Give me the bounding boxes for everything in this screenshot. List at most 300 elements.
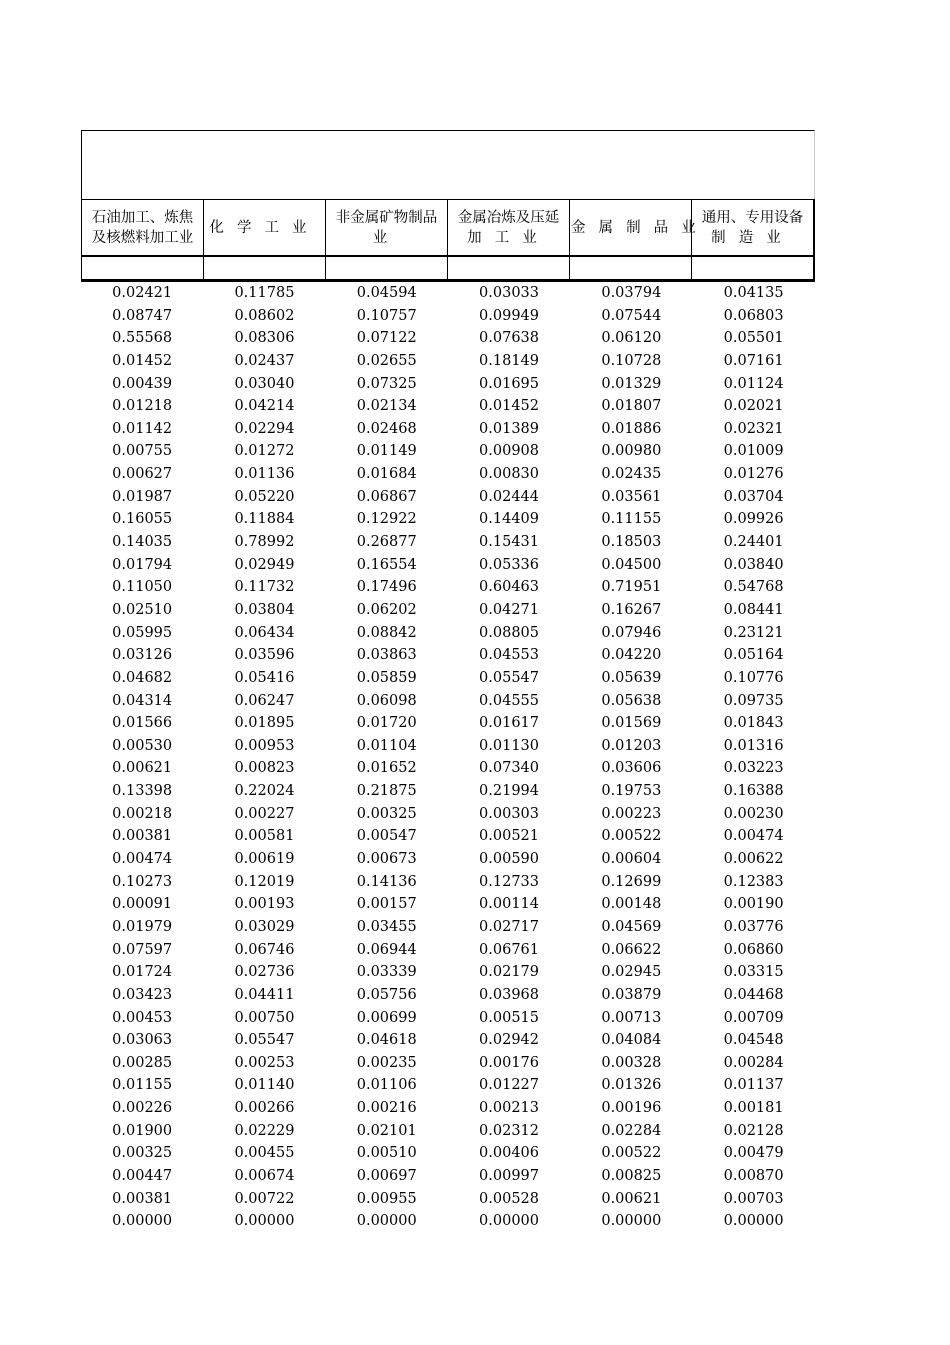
table-cell[interactable]: 0.14035 (112, 534, 173, 551)
table-cell[interactable]: 0.06860 (723, 941, 784, 958)
table-cell[interactable]: 0.02444 (479, 488, 540, 505)
table-row (81, 305, 815, 328)
table-cell[interactable]: 0.00181 (723, 1100, 784, 1117)
table-cell[interactable]: 0.03863 (356, 647, 417, 664)
table-row (81, 667, 815, 690)
table-cell[interactable]: 0.01106 (356, 1077, 417, 1094)
blank-row (81, 256, 815, 282)
table-cell[interactable]: 0.11050 (112, 579, 173, 596)
blank-cell[interactable] (81, 256, 203, 280)
table-cell[interactable]: 0.12733 (479, 873, 540, 890)
table-cell[interactable]: 0.15431 (479, 534, 540, 551)
table-cell[interactable]: 0.08602 (234, 307, 295, 324)
table-cell[interactable]: 0.08842 (356, 624, 417, 641)
table-cell[interactable]: 0.04594 (356, 285, 417, 301)
table-cell[interactable]: 0.06944 (356, 941, 417, 958)
table-cell[interactable]: 0.60463 (479, 579, 540, 596)
table-cell[interactable]: 0.03339 (356, 964, 417, 981)
table-cell[interactable]: 0.16554 (356, 556, 417, 573)
table-cell[interactable]: 0.05220 (234, 488, 295, 505)
table-cell[interactable]: 0.00235 (356, 1054, 417, 1071)
table-cell[interactable]: 0.04548 (723, 1032, 784, 1049)
table-cell[interactable]: 0.00325 (112, 1145, 173, 1162)
blank-cell[interactable] (203, 256, 325, 280)
table-cell[interactable]: 0.06622 (601, 941, 662, 958)
table-row (81, 984, 815, 1007)
table-row (81, 486, 815, 509)
table-cell[interactable]: 0.01979 (112, 918, 173, 935)
table-row (81, 1142, 815, 1165)
table-cell[interactable]: 0.00091 (112, 896, 173, 913)
table-cell[interactable]: 0.01227 (479, 1077, 540, 1094)
table-cell[interactable]: 0.00870 (723, 1167, 784, 1184)
table-cell[interactable]: 0.06247 (234, 692, 295, 709)
table-cell[interactable]: 0.01149 (356, 443, 417, 460)
table-cell[interactable]: 0.04271 (479, 601, 540, 618)
table-cell[interactable]: 0.06803 (723, 307, 784, 324)
table-cell[interactable]: 0.01684 (356, 466, 417, 483)
table-cell[interactable]: 0.00000 (356, 1213, 417, 1230)
table-cell[interactable]: 0.01142 (112, 420, 173, 437)
table-row (81, 1188, 815, 1211)
table-cell[interactable]: 0.07325 (356, 375, 417, 392)
table-row (81, 1120, 815, 1143)
table-cell[interactable]: 0.03126 (112, 647, 173, 664)
table-cell[interactable]: 0.04555 (479, 692, 540, 709)
table-cell[interactable]: 0.00713 (601, 1009, 662, 1026)
table-cell[interactable]: 0.00479 (723, 1145, 784, 1162)
table-cell[interactable]: 0.00000 (234, 1213, 295, 1230)
table-row (81, 282, 815, 305)
table-row (81, 871, 815, 894)
column-header-line1: 金属制品业 (571, 219, 709, 236)
table-cell[interactable]: 0.22024 (234, 783, 295, 800)
table-cell[interactable]: 0.00755 (112, 443, 173, 460)
table-cell[interactable]: 0.03840 (723, 556, 784, 573)
table-cell[interactable]: 0.18149 (479, 352, 540, 369)
table-cell[interactable]: 0.02717 (479, 918, 540, 935)
table-row (81, 690, 815, 713)
table-cell[interactable]: 0.21875 (356, 783, 417, 800)
table-cell[interactable]: 0.01136 (234, 466, 295, 483)
column-header-line2: 业 (372, 229, 401, 246)
table-cell[interactable]: 0.01316 (723, 737, 784, 754)
table-cell[interactable]: 0.00619 (234, 851, 295, 868)
table-cell[interactable]: 0.02101 (356, 1122, 417, 1139)
table-cell[interactable]: 0.01452 (479, 398, 540, 415)
table-cell[interactable]: 0.00621 (112, 760, 173, 777)
table-cell[interactable]: 0.00515 (479, 1009, 540, 1026)
table-cell[interactable]: 0.18503 (601, 534, 662, 551)
table-cell[interactable]: 0.00674 (234, 1167, 295, 1184)
column-header (325, 199, 447, 256)
table-row (81, 531, 815, 554)
table-row (81, 554, 815, 577)
table-cell[interactable]: 0.01695 (479, 375, 540, 392)
table-cell[interactable]: 0.04553 (479, 647, 540, 664)
blank-cell[interactable] (325, 256, 447, 280)
table-cell[interactable]: 0.00823 (234, 760, 295, 777)
table-cell[interactable]: 0.00528 (479, 1190, 540, 1207)
table-cell[interactable]: 0.71951 (601, 579, 662, 596)
blank-cell[interactable] (447, 256, 569, 280)
table-cell[interactable]: 0.14409 (479, 511, 540, 528)
table-cell[interactable]: 0.00406 (479, 1145, 540, 1162)
table-cell[interactable]: 0.00581 (234, 828, 295, 845)
table-cell[interactable]: 0.01272 (234, 443, 295, 460)
table-row (81, 350, 815, 373)
table-cell[interactable]: 0.06761 (479, 941, 540, 958)
table-cell[interactable]: 0.02736 (234, 964, 295, 981)
table-cell[interactable]: 0.00673 (356, 851, 417, 868)
table-cell[interactable]: 0.00381 (112, 828, 173, 845)
table-cell[interactable]: 0.00709 (723, 1009, 784, 1026)
table-cell[interactable]: 0.09949 (479, 307, 540, 324)
table-cell[interactable]: 0.01895 (234, 715, 295, 732)
table-cell[interactable]: 0.00226 (112, 1100, 173, 1117)
table-cell[interactable]: 0.12019 (234, 873, 295, 890)
table-cell[interactable]: 0.06434 (234, 624, 295, 641)
table-cell[interactable]: 0.02468 (356, 420, 417, 437)
table-cell[interactable]: 0.00227 (234, 805, 295, 822)
table-row (81, 961, 815, 984)
table-cell[interactable]: 0.01807 (601, 398, 662, 415)
table-cell[interactable]: 0.00830 (479, 466, 540, 483)
table-cell[interactable]: 0.00196 (601, 1100, 662, 1117)
table-cell[interactable]: 0.01140 (234, 1077, 295, 1094)
table-cell[interactable]: 0.04220 (601, 647, 662, 664)
table-cell[interactable]: 0.01130 (479, 737, 540, 754)
table-cell[interactable]: 0.01724 (112, 964, 173, 981)
table-cell[interactable]: 0.01329 (601, 375, 662, 392)
table-cell[interactable]: 0.17496 (356, 579, 417, 596)
table-cell[interactable]: 0.02510 (112, 601, 173, 618)
table-cell[interactable]: 0.01104 (356, 737, 417, 754)
table-cell[interactable]: 0.00447 (112, 1167, 173, 1184)
table-cell[interactable]: 0.02284 (601, 1122, 662, 1139)
table-cell[interactable]: 0.00381 (112, 1190, 173, 1207)
table-cell[interactable]: 0.00000 (479, 1213, 540, 1230)
table-cell[interactable]: 0.03223 (723, 760, 784, 777)
table-cell[interactable]: 0.14136 (356, 873, 417, 890)
table-cell[interactable]: 0.04084 (601, 1032, 662, 1049)
table-cell[interactable]: 0.00825 (601, 1167, 662, 1184)
table-cell[interactable]: 0.00955 (356, 1190, 417, 1207)
table-cell[interactable]: 0.08441 (723, 601, 784, 618)
table-cell[interactable]: 0.05416 (234, 669, 295, 686)
table-cell[interactable]: 0.04500 (601, 556, 662, 573)
table-cell[interactable]: 0.01389 (479, 420, 540, 437)
table-cell[interactable]: 0.03423 (112, 986, 173, 1003)
table-cell[interactable]: 0.09735 (723, 692, 784, 709)
table-cell[interactable]: 0.01617 (479, 715, 540, 732)
table-cell[interactable]: 0.00697 (356, 1167, 417, 1184)
table-cell[interactable]: 0.01203 (601, 737, 662, 754)
table-cell[interactable]: 0.03455 (356, 918, 417, 935)
table-cell[interactable]: 0.02435 (601, 466, 662, 483)
table-cell[interactable]: 0.00284 (723, 1054, 784, 1071)
table-cell[interactable]: 0.08747 (112, 307, 173, 324)
table-cell[interactable]: 0.01794 (112, 556, 173, 573)
table-cell[interactable]: 0.00285 (112, 1054, 173, 1071)
table-cell[interactable]: 0.00455 (234, 1145, 295, 1162)
table-row (81, 373, 815, 396)
table-cell[interactable]: 0.16055 (112, 511, 173, 528)
table-cell[interactable]: 0.24401 (723, 534, 784, 551)
table-cell[interactable]: 0.03315 (723, 964, 784, 981)
table-cell[interactable]: 0.03968 (479, 986, 540, 1003)
table-cell[interactable]: 0.02294 (234, 420, 295, 437)
table-cell[interactable]: 0.01886 (601, 420, 662, 437)
header-row (81, 199, 815, 256)
table-row (81, 712, 815, 735)
column-header (81, 199, 203, 256)
table-cell[interactable]: 0.00997 (479, 1167, 540, 1184)
table-cell[interactable]: 0.05547 (234, 1032, 295, 1049)
table-cell[interactable]: 0.00547 (356, 828, 417, 845)
table-cell[interactable]: 0.00980 (601, 443, 662, 460)
table-cell[interactable]: 0.02421 (112, 285, 173, 301)
table-cell[interactable]: 0.03040 (234, 375, 295, 392)
blank-cell[interactable] (569, 256, 691, 280)
table-cell[interactable]: 0.02321 (723, 420, 784, 437)
table-cell[interactable]: 0.01124 (723, 375, 784, 392)
table-cell[interactable]: 0.78992 (234, 534, 295, 551)
table-cell[interactable]: 0.01155 (112, 1077, 173, 1094)
table-row (81, 644, 815, 667)
table-cell[interactable]: 0.00474 (112, 851, 173, 868)
table-cell[interactable]: 0.09926 (723, 511, 784, 528)
table-cell[interactable]: 0.55568 (112, 330, 173, 347)
table-cell[interactable]: 0.11155 (601, 511, 662, 528)
table-row (81, 939, 815, 962)
table-cell[interactable]: 0.01566 (112, 715, 173, 732)
table-cell[interactable]: 0.00453 (112, 1009, 173, 1026)
table-cell[interactable]: 0.02021 (723, 398, 784, 415)
table-cell[interactable]: 0.05859 (356, 669, 417, 686)
table-cell[interactable]: 0.00439 (112, 375, 173, 392)
table-cell[interactable]: 0.04618 (356, 1032, 417, 1049)
table-cell[interactable]: 0.00703 (723, 1190, 784, 1207)
column-header-line1: 金属冶炼及压延 (457, 209, 560, 226)
table-cell[interactable]: 0.07638 (479, 330, 540, 347)
table-cell[interactable]: 0.06202 (356, 601, 417, 618)
blank-cell[interactable] (691, 256, 815, 280)
table-cell[interactable]: 0.01843 (723, 715, 784, 732)
table-cell[interactable]: 0.23121 (723, 624, 784, 641)
table-cell[interactable]: 0.00218 (112, 805, 173, 822)
table-cell[interactable]: 0.03596 (234, 647, 295, 664)
table-cell[interactable]: 0.04411 (234, 986, 295, 1003)
table-cell[interactable]: 0.01218 (112, 398, 173, 415)
table-cell[interactable]: 0.05164 (723, 647, 784, 664)
column-header (203, 199, 325, 256)
title-band (81, 130, 815, 199)
table-cell[interactable]: 0.00722 (234, 1190, 295, 1207)
table-cell[interactable]: 0.54768 (723, 579, 784, 596)
table-cell[interactable]: 0.00000 (723, 1213, 784, 1230)
table-cell[interactable]: 0.00223 (601, 805, 662, 822)
table-cell[interactable]: 0.01009 (723, 443, 784, 460)
column-header-line1: 化学工业 (209, 219, 320, 236)
table-cell[interactable]: 0.04135 (723, 285, 784, 301)
table-cell[interactable]: 0.11884 (234, 511, 295, 528)
table-cell[interactable]: 0.00750 (234, 1009, 295, 1026)
table-cell[interactable]: 0.00522 (601, 1145, 662, 1162)
table-cell[interactable]: 0.01900 (112, 1122, 173, 1139)
table-cell[interactable]: 0.13398 (112, 783, 173, 800)
table-cell[interactable]: 0.26877 (356, 534, 417, 551)
table-cell[interactable]: 0.01452 (112, 352, 173, 369)
table-cell[interactable]: 0.00510 (356, 1145, 417, 1162)
table-row (81, 1007, 815, 1030)
table-cell[interactable]: 0.00216 (356, 1100, 417, 1117)
table-cell[interactable]: 0.00114 (479, 896, 540, 913)
table-cell[interactable]: 0.00953 (234, 737, 295, 754)
table-cell[interactable]: 0.06746 (234, 941, 295, 958)
table-cell[interactable]: 0.07946 (601, 624, 662, 641)
table-cell[interactable]: 0.05639 (601, 669, 662, 686)
table-cell[interactable]: 0.12922 (356, 511, 417, 528)
table-row (81, 825, 815, 848)
table-cell[interactable]: 0.06098 (356, 692, 417, 709)
table-cell[interactable]: 0.00190 (723, 896, 784, 913)
table-cell[interactable]: 0.02437 (234, 352, 295, 369)
table-cell[interactable]: 0.05501 (723, 330, 784, 347)
table-cell[interactable]: 0.07122 (356, 330, 417, 347)
table-cell[interactable]: 0.00176 (479, 1054, 540, 1071)
table-cell[interactable]: 0.12383 (723, 873, 784, 890)
table-cell[interactable]: 0.16267 (601, 601, 662, 618)
table-cell[interactable]: 0.00627 (112, 466, 173, 483)
table-cell[interactable]: 0.01326 (601, 1077, 662, 1094)
table-cell[interactable]: 0.00000 (601, 1213, 662, 1230)
table-cell[interactable]: 0.02134 (356, 398, 417, 415)
table-cell[interactable]: 0.03804 (234, 601, 295, 618)
table-cell[interactable]: 0.12699 (601, 873, 662, 890)
table-row (81, 576, 815, 599)
table-cell[interactable]: 0.04682 (112, 669, 173, 686)
table-cell[interactable]: 0.03606 (601, 760, 662, 777)
table-cell[interactable]: 0.00621 (601, 1190, 662, 1207)
table-cell[interactable]: 0.00474 (723, 828, 784, 845)
table-cell[interactable]: 0.06120 (601, 330, 662, 347)
table-row (81, 327, 815, 350)
table-cell[interactable]: 0.01652 (356, 760, 417, 777)
table-cell[interactable]: 0.02655 (356, 352, 417, 369)
table-cell[interactable]: 0.04468 (723, 986, 784, 1003)
table-cell[interactable]: 0.03794 (601, 285, 662, 301)
column-header-line2: 制造业 (711, 229, 794, 246)
table-cell[interactable]: 0.00590 (479, 851, 540, 868)
table-cell[interactable]: 0.05756 (356, 986, 417, 1003)
table-cell[interactable]: 0.00253 (234, 1054, 295, 1071)
table-cell[interactable]: 0.16388 (723, 783, 784, 800)
table-cell[interactable]: 0.06867 (356, 488, 417, 505)
table-cell[interactable]: 0.11785 (234, 285, 295, 301)
table-cell[interactable]: 0.19753 (601, 783, 662, 800)
table-cell[interactable]: 0.02128 (723, 1122, 784, 1139)
table-cell[interactable]: 0.04569 (601, 918, 662, 935)
table-cell[interactable]: 0.00303 (479, 805, 540, 822)
table-cell[interactable]: 0.03879 (601, 986, 662, 1003)
data-rows (81, 282, 815, 1233)
table-cell[interactable]: 0.10776 (723, 669, 784, 686)
table-cell[interactable]: 0.03561 (601, 488, 662, 505)
table-cell[interactable]: 0.07597 (112, 941, 173, 958)
table-cell[interactable]: 0.10273 (112, 873, 173, 890)
table-row (81, 463, 815, 486)
table-cell[interactable]: 0.02942 (479, 1032, 540, 1049)
table-cell[interactable]: 0.02179 (479, 964, 540, 981)
table-cell[interactable]: 0.00213 (479, 1100, 540, 1117)
table-cell[interactable]: 0.00000 (112, 1213, 173, 1230)
table-cell[interactable]: 0.00148 (601, 896, 662, 913)
table-cell[interactable]: 0.04314 (112, 692, 173, 709)
table-row (81, 508, 815, 531)
table-cell[interactable]: 0.00230 (723, 805, 784, 822)
table-row (81, 1029, 815, 1052)
table-cell[interactable]: 0.03704 (723, 488, 784, 505)
table-cell[interactable]: 0.02229 (234, 1122, 295, 1139)
table-cell[interactable]: 0.05547 (479, 669, 540, 686)
table-cell[interactable]: 0.07161 (723, 352, 784, 369)
table-cell[interactable]: 0.08805 (479, 624, 540, 641)
table-cell[interactable]: 0.03029 (234, 918, 295, 935)
table-cell[interactable]: 0.01987 (112, 488, 173, 505)
table-cell[interactable]: 0.03033 (479, 285, 540, 301)
table-cell[interactable]: 0.00193 (234, 896, 295, 913)
table-cell[interactable]: 0.05995 (112, 624, 173, 641)
table-cell[interactable]: 0.07544 (601, 307, 662, 324)
table-cell[interactable]: 0.11732 (234, 579, 295, 596)
table-row (81, 440, 815, 463)
table-cell[interactable]: 0.03776 (723, 918, 784, 935)
table-cell[interactable]: 0.07340 (479, 760, 540, 777)
table-cell[interactable]: 0.00266 (234, 1100, 295, 1117)
table-cell[interactable]: 0.00328 (601, 1054, 662, 1071)
table-cell[interactable]: 0.00530 (112, 737, 173, 754)
table-cell[interactable]: 0.04214 (234, 398, 295, 415)
table-cell[interactable]: 0.01720 (356, 715, 417, 732)
table-cell[interactable]: 0.10757 (356, 307, 417, 324)
table-cell[interactable]: 0.08306 (234, 330, 295, 347)
table-cell[interactable]: 0.21994 (479, 783, 540, 800)
table-cell[interactable]: 0.02949 (234, 556, 295, 573)
table-cell[interactable]: 0.01276 (723, 466, 784, 483)
table-cell[interactable]: 0.00522 (601, 828, 662, 845)
table-cell[interactable]: 0.00521 (479, 828, 540, 845)
table-cell[interactable]: 0.00908 (479, 443, 540, 460)
column-header-line2: 加工业 (467, 229, 550, 246)
table-cell[interactable]: 0.10728 (601, 352, 662, 369)
table-cell[interactable]: 0.00699 (356, 1009, 417, 1026)
table-cell[interactable]: 0.00622 (723, 851, 784, 868)
table-cell[interactable]: 0.00325 (356, 805, 417, 822)
table-cell[interactable]: 0.00604 (601, 851, 662, 868)
table-cell[interactable]: 0.05638 (601, 692, 662, 709)
table-cell[interactable]: 0.01569 (601, 715, 662, 732)
table-cell[interactable]: 0.02945 (601, 964, 662, 981)
table-cell[interactable]: 0.05336 (479, 556, 540, 573)
table-cell[interactable]: 0.00157 (356, 896, 417, 913)
column-header (691, 199, 815, 256)
table-row (81, 757, 815, 780)
table-row (81, 780, 815, 803)
table-cell[interactable]: 0.02312 (479, 1122, 540, 1139)
table-cell[interactable]: 0.03063 (112, 1032, 173, 1049)
table-cell[interactable]: 0.01137 (723, 1077, 784, 1094)
